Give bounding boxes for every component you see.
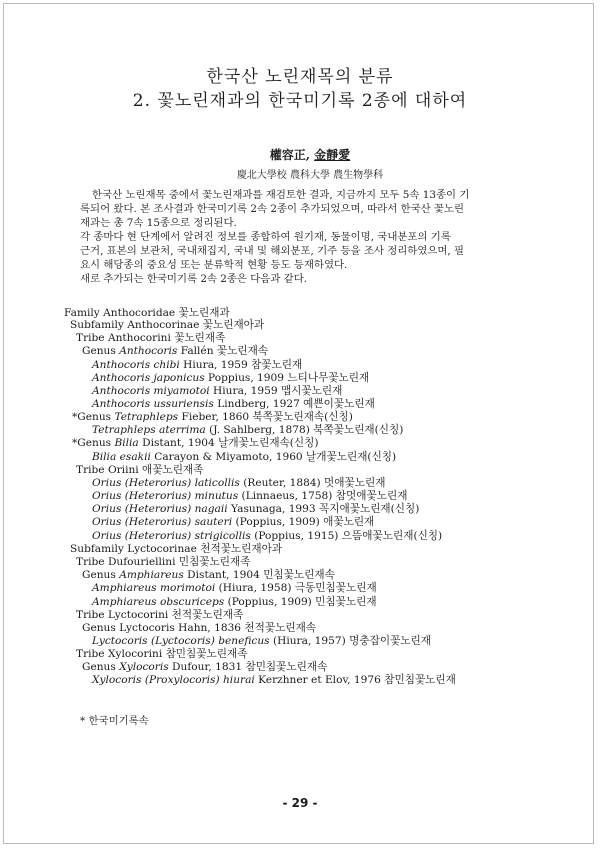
abstract-line: 재과는 총 7속 15종으로 정리된다. — [80, 217, 237, 229]
taxon-detail: Oriini 애꽃노린재족 — [107, 464, 204, 476]
taxon-detail: Fallén 꽃노린재속 — [177, 345, 269, 357]
taxon-detail: Lyctocorini 천적꽃노린재족 — [107, 609, 244, 621]
taxon-name: Lyctocoris (Lyctocoris) beneficus — [92, 635, 270, 647]
taxon-line — [76, 648, 247, 661]
taxon-detail: (Hiura, 1957) 명충잡이꽃노린재 — [269, 635, 432, 647]
taxon-name: Bilia — [114, 437, 139, 449]
taxon-detail: (Poppius, 1909) 애꽃노린재 — [232, 516, 375, 528]
taxon-line — [92, 596, 377, 609]
taxon-name: Xylocoris — [119, 661, 169, 673]
abstract-line: 록되어 왔다. 본 조사결과 한국미기록 2속 2종이 추가되었으며, 따라서 한국산 꽃노린 — [80, 203, 465, 215]
taxon-name: Orius (Heterorius) sauteri — [92, 516, 233, 528]
taxon-line — [92, 503, 419, 516]
taxon-detail: Family Anthocoridae 꽃노린재과 — [64, 307, 230, 319]
abstract-line: 근거, 표본의 보관처, 국내채집지, 국내 및 해외분포, 기주 등을 조사 정리하였으며, 필 — [80, 245, 465, 257]
page-number: - 29 - — [282, 796, 318, 810]
taxon-rank: *Genus — [72, 437, 115, 449]
taxon-name: Anthocoris chibi — [92, 359, 180, 371]
taxon-detail: Lyctocoris Hahn, 1836 천적꽃노린재속 — [119, 622, 317, 634]
taxon-detail: Hiura, 1959 맵시꽃노린재 — [209, 385, 343, 397]
taxon-line — [92, 674, 456, 687]
taxon-rank: Tribe — [76, 556, 108, 568]
taxon-line — [72, 437, 319, 450]
taxon-line — [92, 359, 302, 372]
taxon-detail: (J. Sahlberg, 1878) 북쪽꽃노린재(신칭) — [205, 424, 404, 436]
taxon-rank: Tribe — [76, 648, 108, 660]
taxon-detail: Dufouriellini 민침꽃노린재족 — [107, 556, 251, 568]
taxon-name: Anthocoris ussuriensis — [92, 398, 214, 410]
taxon-line — [76, 332, 225, 345]
taxon-line — [92, 451, 396, 464]
taxon-detail: (Poppius, 1909) 민침꽃노린재 — [224, 596, 377, 608]
taxon-line — [76, 609, 243, 622]
taxon-rank: Subfamily — [70, 319, 128, 331]
taxon-line — [92, 490, 407, 503]
abstract-line: 새로 추가되는 한국미기록 2속 2종은 다음과 같다. — [80, 273, 308, 285]
taxon-line — [92, 385, 342, 398]
footnote: * 한국미기록속 — [80, 715, 149, 727]
taxon-line — [82, 569, 335, 582]
taxon-name: Anthocoris miyamotoi — [92, 385, 210, 397]
taxon-line — [76, 556, 250, 569]
taxon-detail: Poppius, 1909 느티나무꽃노린재 — [204, 372, 370, 384]
taxon-rank: Tribe — [76, 464, 108, 476]
taxon-detail: Distant, 1904 날개꽃노린재속(신칭) — [138, 437, 319, 449]
taxon-detail: Anthocorinae 꽃노린재아과 — [127, 319, 265, 331]
taxon-detail: Distant, 1904 민침꽃노린재속 — [183, 569, 335, 581]
taxon-rank: Genus — [82, 661, 120, 673]
taxon-rank: *Genus — [72, 411, 115, 423]
affiliation: 慶北大學校 農科大學 農生物學科 — [236, 170, 384, 181]
taxon-detail: (Linnaeus, 1758) 참멋애꽃노린재 — [238, 490, 408, 502]
author-2: 金靜愛 — [314, 148, 351, 162]
taxon-line — [82, 622, 316, 635]
taxon-rank: Tribe — [76, 332, 108, 344]
taxon-line — [70, 543, 282, 556]
taxon-line — [92, 372, 369, 385]
taxon-rank: Tribe — [76, 609, 108, 621]
taxon-name: Orius (Heterorius) laticollis — [92, 477, 240, 489]
taxon-rank: Genus — [82, 622, 120, 634]
taxon-detail: Hiura, 1959 참꽃노린재 — [179, 359, 303, 371]
taxon-detail: Anthocorini 꽃노린재족 — [107, 332, 226, 344]
author-1: 權容正, — [269, 148, 310, 162]
taxon-name: Orius (Heterorius) nagaii — [92, 503, 228, 515]
taxon-name: Amphiareus — [119, 569, 184, 581]
taxon-line — [82, 345, 268, 358]
taxon-detail: (Reuter, 1884) 멋애꽃노린재 — [239, 477, 386, 489]
taxon-line — [72, 411, 353, 424]
taxon-line — [70, 319, 264, 332]
taxon-name: Xylocoris (Proxylocoris) hiurai — [92, 674, 255, 686]
taxon-detail: (Hiura, 1958) 극동민침꽃노린재 — [215, 582, 377, 594]
taxon-line — [92, 424, 403, 437]
taxon-name: Bilia esakii — [92, 451, 151, 463]
taxon-line — [92, 635, 431, 648]
taxon-detail: Carayon & Miyamoto, 1960 날개꽃노린재(신칭) — [150, 451, 397, 463]
taxon-detail: Dufour, 1831 참민침꽃노린재속 — [168, 661, 328, 673]
taxon-detail: Fieber, 1860 북쪽꽃노린재속(신칭) — [178, 411, 353, 423]
title-line-2: 2. 꽃노린재과의 한국미기록 2종에 대하여 — [132, 91, 468, 111]
taxon-line — [92, 582, 377, 595]
taxon-rank: Genus — [82, 345, 120, 357]
taxon-name: Tetraphleps aterrima — [92, 424, 206, 436]
title-line-1: 한국산 노린재목의 분류 — [206, 67, 394, 87]
taxon-line — [92, 477, 385, 490]
taxon-detail: Xylocorini 참민침꽃노린재족 — [107, 648, 248, 660]
taxon-rank: Subfamily — [70, 543, 128, 555]
taxon-name: Tetraphleps — [114, 411, 179, 423]
taxon-name: Anthocoris japonicus — [92, 372, 205, 384]
taxon-name: Orius (Heterorius) minutus — [92, 490, 239, 502]
abstract-line: 요시 해당종의 중요성 또는 분류학적 현황 등도 등재하였다. — [80, 259, 348, 271]
taxon-name: Amphiareus obscuriceps — [92, 596, 225, 608]
taxon-line — [82, 661, 327, 674]
taxon-detail: (Poppius, 1915) 으뜸애꽃노린재(신칭) — [250, 530, 443, 542]
abstract-line: 한국산 노린재목 중에서 꽃노린재과를 재검토한 결과, 지금까지 모두 5속 13종이 기 — [92, 189, 470, 201]
taxon-detail: Lindberg, 1927 예쁜이꽃노린재 — [213, 398, 375, 410]
taxon-line — [76, 464, 203, 477]
taxon-line — [92, 398, 375, 411]
taxon-name: Anthocoris — [119, 345, 178, 357]
taxon-detail: Kerzhner et Elov, 1976 참민침꽃노린재 — [254, 674, 456, 686]
authors — [10, 146, 600, 163]
taxon-rank: Genus — [82, 569, 120, 581]
taxon-line — [92, 530, 442, 543]
taxon-line — [92, 516, 374, 529]
taxon-name: Amphiareus morimotoi — [92, 582, 216, 594]
taxon-name: Orius (Heterorius) strigicollis — [92, 530, 251, 542]
taxon-detail: Yasunaga, 1993 꼭지애꽃노린재(신칭) — [227, 503, 420, 515]
abstract-line: 각 종마다 현 단계에서 알려진 정보를 종합하여 원기재, 동물이명, 국내분포의 기록 — [80, 231, 451, 243]
taxon-detail: Lyctocorinae 천적꽃노린재아과 — [127, 543, 283, 555]
